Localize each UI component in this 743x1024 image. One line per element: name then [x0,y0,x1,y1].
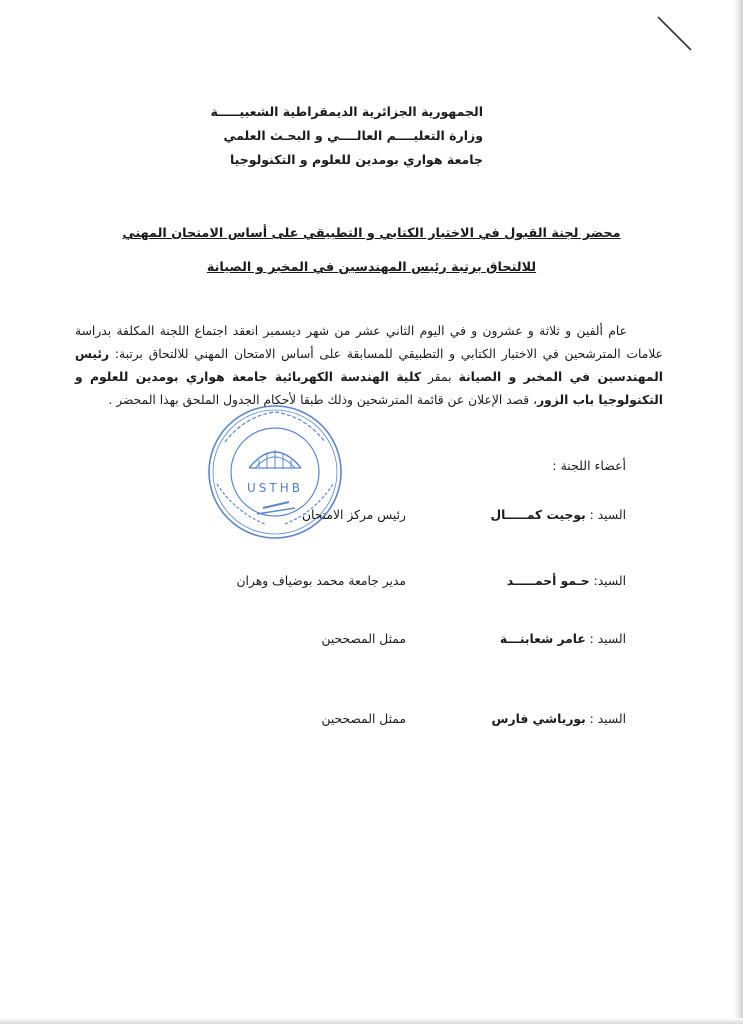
corner-pen-mark [655,14,697,56]
member-label [492,712,626,726]
member-prefix: السيد: [589,574,626,588]
member-name: بورياشي فارس [491,712,586,726]
body-rank: رئيس المهندسين في المخبر و الصيانة [75,347,663,384]
committee-member [86,632,626,654]
scan-edge-shadow [733,0,743,1024]
scan-bottom-edge [0,1018,743,1024]
member-prefix: السيد : [585,508,626,522]
letterhead-ministry: وزارة التعليــــم العالــــي و البحـث العلمي [223,128,483,143]
member-label [500,632,626,646]
body-faculty: كلية الهندسة الكهربائية جامعة هواري بومدين للعلوم و التكنولوجيا باب الزور [75,370,663,407]
member-label [491,508,626,522]
stamp-center-text: USTHB [247,481,303,495]
committee-member [86,712,626,734]
minutes-body [75,320,663,412]
member-role: مدير جامعة محمد بوضياف وهران [236,574,406,588]
document-title: محضر لجنة القبول في الاختبار الكتابي و التطبيقي على أساس الامتحان المهني [122,226,621,241]
document-subtitle: للالتحاق برتبة رئيس المهندسين في المخبر و الصيانة [206,260,537,275]
letterhead-republic: الجمهورية الجزائرية الديمقراطية الشعبيـــــة [210,104,483,119]
member-name: بوجيت كمـــــال [490,508,586,522]
body-part-2: بمقر [421,370,459,384]
university-stamp-seal [205,402,345,542]
letterhead [163,100,483,172]
member-label [507,574,626,588]
committee-member [86,574,626,596]
members-heading: أعضاء اللجنة : [552,458,626,473]
minutes-paragraph [75,320,663,412]
member-prefix: السيد : [585,712,626,726]
body-part-1: عام ألفين و ثلاثة و عشرون و في اليوم الثاني عشر من شهر ديسمبر انعقد اجتماع اللجنة المكلفة بدراسة علامات المترشحين في الاختبار الكتابي و التطبيقي للمسابقة على أساس الامتحان المهني للالتحاق برتبة: [75,324,663,361]
letterhead-university: جامعة هواري بومدين للعلوم و التكنولوجيا [229,152,483,167]
body-part-3: ، قصد الإعلان عن قائمة المترشحين وذلك طبقا لأحكام الجدول الملحق بهذا المحضر . [108,393,538,407]
member-role: رئيس مركز الامتحان [301,508,406,522]
member-name: عامر شعابنـــة [499,632,586,646]
member-name: حـمو أحمـــــد [506,574,590,588]
committee-member [86,508,626,530]
member-role: ممثل المصححين [321,712,406,726]
member-role: ممثل المصححين [321,632,406,646]
member-prefix: السيد : [585,632,626,646]
